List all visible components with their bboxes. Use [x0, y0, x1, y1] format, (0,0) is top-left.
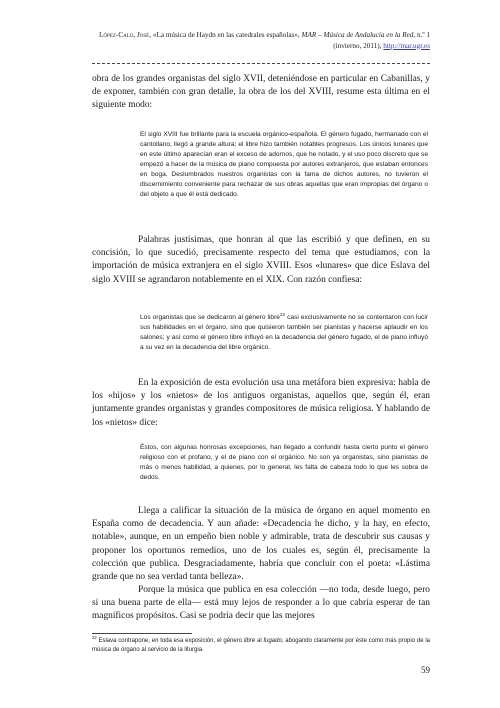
footnote-italic-libre: libre	[243, 638, 256, 644]
block-quote-2	[140, 313, 428, 353]
footnote-text-b: al	[255, 638, 264, 644]
running-header	[92, 30, 430, 51]
block-quote-1: El siglo XVIII fue brillante para la escuela orgánico-española. El género fugado, hermanado con el cantollano, llegó a grande altura; el libre hizo también notables progresos. Los únicos lunares que en este último aparecían eran el exceso de adornos, que he notado, y el uso poco discreto que se empezó a hacer de la música de piano compuesta por autores extranjeros, que estaban entonces en boga. Deslumbrados nuestros organistas con la fama de dichos autores, no tuvieron el discernimiento conveniente para rechazar de sus obras aquellas que eran impropias del órgano o del objeto a que él está dedicado.	[140, 131, 428, 198]
header-journal: MAR – Música de Andalucía en la Red	[301, 31, 414, 39]
footnote-number: 22	[92, 635, 97, 640]
header-article-title: , «La música de Haydn en las catedrales españolas»,	[149, 31, 302, 39]
footnote-text-a: Eslava contrapone, en toda esa exposición, el género	[96, 638, 244, 644]
paragraph-4: Llega a calificar la situación de la música de órgano en aquel momento en España como de decadencia. Y aun añade: «Decadencia he dicho, y la hay, en efecto, notable», aunque, en un empeño bien noble y admirable, trata de descubrir sus causas y proponer los oportunos remedios, uno de los cuales es, según él, precisamente la colección que publica. Desgraciadamente, habría que concluir con el poeta: «Lástima grande que no sea verdad tanta belleza».	[92, 506, 430, 583]
footnote-italic-fugado: fugado	[263, 638, 282, 644]
block-quote-2-text-b: casi exclusivamente no se contentaron con lucir sus habilidades en el órgano, sino que quisieron también ser pianistas y hacerse aplaudir en los salones; y así como el género libre influyó en la decadencia del género fugado, el de piano influyó a su vez en la decadencia del libre orgánico.	[140, 314, 428, 351]
footnote-divider	[92, 633, 192, 634]
header-divider	[92, 63, 430, 64]
block-quote-2-text-a: Los organistas que se dedicaron al género libre	[140, 314, 280, 321]
page-number: 59	[421, 665, 430, 675]
block-quote-3: Éstos, con algunas honrosas excepciones, han llegado a confundir hasta cierto punto el género religioso con el profano, y el de piano con el orgánico. No son ya organistas, sino pianistas de más o menos habilidad, a quienes, por lo general, les falta de cabeza todo lo que les sobra de dedos.	[140, 444, 428, 481]
footnote-22	[92, 637, 430, 655]
paragraph-3: En la exposición de esta evolución usa una metáfora bien expresiva: habla de los «hijos» y los «nietos» de los antiguos organistas, aquellos que, según él, eran juntamente grandes organistas y grandes compositores de música religiosa. Y hablando de los «nietos» dice:	[92, 378, 430, 428]
footnote-reference-22[interactable]: 22	[279, 311, 286, 317]
header-author: López-Calo, José	[99, 31, 150, 39]
paragraph-1: obra de los grandes organistas del siglo XVII, deteniéndose en particular en Cabanillas, y de exponer, también con gran detalle, la obra de los del XVIII, resume esta última en el siguiente modo:	[92, 74, 430, 111]
header-issue: , n.º 1 (invierno, 2011),	[333, 31, 430, 50]
paragraph-2: Palabras justísimas, que honran al que las escribió y que definen, en su concisión, lo que sucedió, precisamente respecto del tema que estudiamos, con la importación de música extranjera en el siglo XVIII. Esos «lunares» que dice Eslava del siglo XVIII se agrandaron notablemente en el XIX. Con razón confiesa:	[92, 235, 430, 285]
header-url-link[interactable]: http://mar.ugr.es	[383, 41, 430, 50]
paragraph-5: Porque la música que publica en esa colección —no toda, desde luego, pero sí una buena parte de ella— está muy lejos de responder a lo que cabría esperar de tan magníficos propósitos. Casi se podría decir que las mejores	[92, 585, 430, 622]
footnote-text-c: , abogando claramente por éste como más propio de la música de órgano al servicio de la liturgia.	[92, 638, 430, 653]
